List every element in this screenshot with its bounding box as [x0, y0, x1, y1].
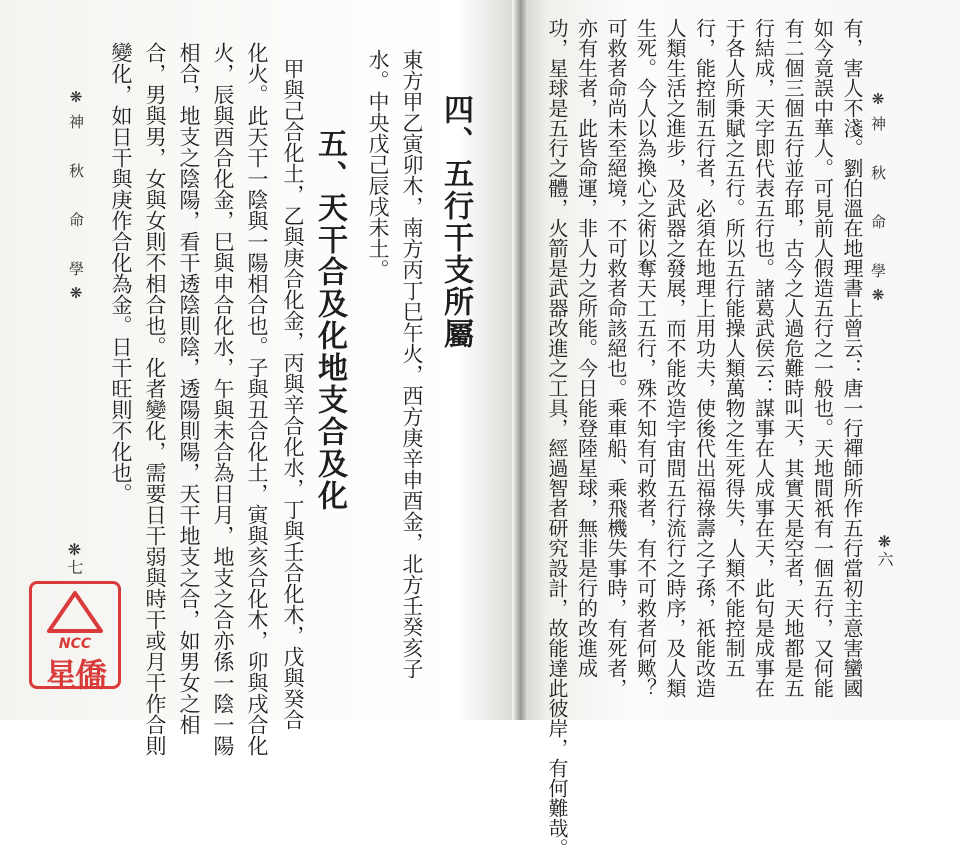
right-line: 人類生活之進步，及武器之發展，而不能改造宇宙間五行流行之時序，及人類: [663, 18, 687, 698]
triangle-icon: [46, 590, 104, 634]
section5-line: 化火。此天干一陰與一陽相合也。子與丑合化土，寅與亥合化木，卯與戌合化: [245, 42, 269, 756]
right-line: 亦有生者，此皆命運，非人力之所能。今日能登陸星球，無非是行的改進成: [574, 18, 599, 678]
section5-line: 火，辰與酉合化金，巳與申合化水，午與未合為日月，地支之合亦係一陰一陽: [211, 42, 235, 756]
seal-latin-text: NCC: [58, 636, 92, 652]
left-page-number: ❋七: [65, 540, 84, 575]
section5-line: 甲與己合化土，乙與庚合化金，丙與辛合化水，丁與壬合化木，戊與癸合: [281, 58, 305, 730]
ncc-seal: [29, 581, 121, 694]
right-line: 于各人所秉賦之五行。所以五行能操人類萬物之生死得失，人類不能控制五: [722, 18, 746, 678]
section4-line: 東方甲乙寅卯木，南方丙丁巳午火，西方庚辛申酉金，北方壬癸亥子: [400, 49, 424, 679]
right-line: 如今竟誤中華人。可見前人假造五行之一般也。天地間祇有一個五行，又何能: [810, 18, 835, 698]
right-line: 生死。今人以為換心之術以奪天工五行，殊不知有可救者，有不可救者何歟？: [633, 18, 658, 698]
right-line: 可救者命尚未至絕境，不可救者命該絕也。乘車船、乘飛機失事時，有死者，: [604, 18, 628, 698]
book-gutter: [512, 0, 528, 720]
right-line: 功，星球是五行之體，火箭是武器改進之工具，經過智者研究設計，故能達此彼岸，有何難哉。: [545, 18, 569, 858]
section5-line: 合，男與男，女與女則不相合也。化者變化，需要日干弱與時干或月干作合則: [143, 42, 167, 756]
right-line: 行結成，天字即代表五行也。諸葛武侯云：謀事在人成事在天，此句是成事在: [751, 18, 776, 698]
seal-name-text: 星僑: [44, 656, 105, 694]
section4-line: 水。中央戊己辰戌未土。: [366, 49, 390, 280]
right-running-head: ❋神 秋 命 學❋: [869, 90, 887, 312]
right-line: 有二個三個五行並存耶，古今之人過危難時叫天，其實天是空者，天地都是五: [781, 18, 805, 698]
section4-title: 四、五行干支所屬: [438, 94, 473, 350]
right-line: 有，害人不淺。劉伯溫在地理書上曾云：唐一行禪師所作五行當初主意害蠻國: [840, 18, 864, 698]
section5-line: 變化，如日干與庚作合化為金。日干旺則不化也。: [109, 42, 133, 504]
right-page-number: ❋六: [875, 532, 894, 567]
right-line: 行，能控制五行者，必須在地理上用功夫，使後代出福祿壽之子孫，祇能改造: [692, 18, 717, 698]
section5-title: 五、天干合及化地支合及化: [312, 128, 347, 512]
section5-line: 相合，地支之陰陽，看干透陰則陰，透陽則陽，天干地支之合，如男女之相: [177, 42, 201, 735]
left-running-head: ❋神 秋 命 學❋: [67, 88, 85, 310]
